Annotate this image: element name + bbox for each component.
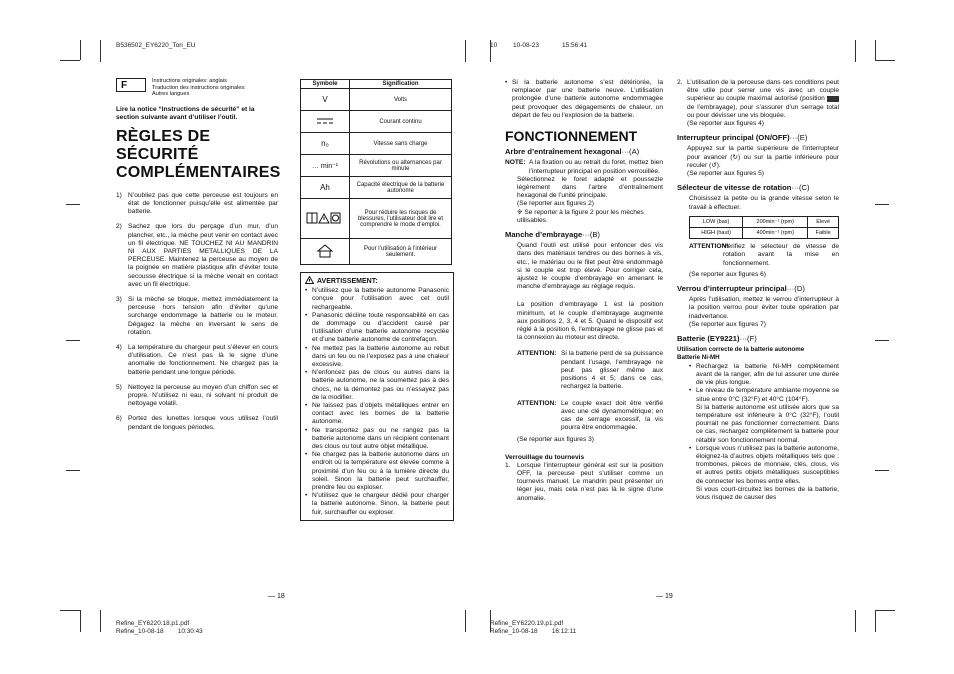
safety-rules-list	[116, 192, 278, 432]
page-title: RÈGLES DE SÉCURITÉ COMPLÉMENTAIRES	[116, 127, 281, 181]
speed-selector-heading: Sélecteur de vitesse de rotation···(C)	[677, 183, 810, 193]
warning-item: • N’utilisez que le chargeur dédié pour charger la batterie autonome. Sinon, la batterie peut fuir, surchauffer ou exploser.	[305, 492, 449, 516]
meaning-cell: Vitesse sans charge	[350, 133, 452, 155]
safety-rule: 1) N’oubliez pas que cette perceuse est toujours en état de fonctionner puisqu’elle est alimentée par batterie.	[116, 191, 278, 216]
safety-rule: 5) Nettoyez la perceuse au moyen d’un chiffon sec et propre. N’utilisez ni eau, ni solvant ni produit de nettoyage volatil.	[116, 383, 278, 408]
safety-rule: 3) Si la mèche se bloque, mettez immédiatement la perceuse hors tension afin d’éviter qu’une surcharge endommage la batterie ou le moteur. Dégagez la mèche en inversant le sens de rotation.	[116, 296, 278, 336]
speed-cell-mode: LOW (bas)	[690, 216, 743, 227]
footer-right: Refine_EY6220.19.p1.pdf Refine_10-08-18 16:12:11	[490, 620, 577, 635]
speed-row	[690, 216, 839, 227]
speed-cell-rpm: 400min⁻¹ (rpm)	[743, 228, 808, 239]
warning-item: • Ne transportez pas ou ne rangez pas la batterie autonome dans un récipient contenant des clous ou tout autre objet métallique.	[305, 426, 449, 451]
left-column-1	[116, 78, 281, 439]
meaning-cell: Courant continu	[350, 111, 452, 133]
page-number-left: — 18	[268, 593, 285, 600]
clutch-heading: Manche d’embrayage···(B)	[505, 230, 600, 240]
header-date: 10-08-23	[513, 42, 540, 49]
header-file: B536502_EY6220_Tori_EU	[116, 42, 196, 49]
warning-item: • N’enfoncez pas de clous ou autres dans la batterie autonome, ne la soumettez pas à des chocs, ne la démontez pas ou n’essayez pas de la modifier.	[305, 369, 449, 401]
indoor-use-icon	[301, 239, 350, 265]
meaning-cell: Capacité électrique de la batterie autonome	[350, 177, 452, 199]
speed-table	[689, 216, 839, 239]
symbol-cell: … min⁻¹	[301, 155, 350, 177]
header-time: 15:56:41	[562, 42, 588, 49]
hex-shaft-heading: Arbre d’entraînement hexagonal···(A)	[505, 147, 640, 157]
header-page: 10	[490, 42, 498, 49]
original-instructions-note: Instructions originales: anglais Traduction des instructions originales: Autres langues	[152, 78, 246, 98]
section-title: FONCTIONNEMENT	[505, 128, 638, 145]
switch-lock-heading: Verrou d’interrupteur principal···(D)	[677, 284, 805, 294]
symbol-table	[300, 79, 452, 265]
warning-item: • Ne mettez pas la batterie autonome au rebut dans un feu ou ne l’exposez pas à une chaleur excessive.	[305, 344, 449, 369]
warning-title: AVERTISSEMENT:	[317, 277, 378, 285]
speed-row	[690, 228, 839, 239]
warnings-list	[305, 287, 449, 517]
screwdriver-lock-heading: Verrouillage du tournevis	[505, 453, 585, 461]
right-column-2: 2. L’utilisation de la perceuse dans ces conditions peut être utile pour serrer une vis avec un couple supérieur au couple maximal autorisé (position de l’embrayage), pour s’assurer d’un serrage total ou pour dévisser une vis bloquée. (Se reporter aux figures 4) Interrupteur principal (ON/OFF)···(E) Appuyez sur la partie supérieure de l’interrupteur pour avancer (↻) ou sur la partie inférieure pour reculer (↺). (Se reporter aux figures 5) Sélecteur de vitesse de rotation···(C) Choisissez la petite ou la grande vitesse selon le travail à effectuer. LOW (bas) 200min⁻¹ (rpm) Elevé HIGH (haut) 400min⁻¹ (rpm) Faible ATTENTION! Vérifiez le sélecteur de vitesse de rotation avant la mise en fonctionnement. (Se reporter aux figures 6) Verrou d’interrupteur principal···(D) Après l’utilisation, mettez le verrou d’interrupteur à la position verrou pour éviter toute opération par inadvertance. (Se reporter aux figures 7) Batterie (EY9221)···(F) Utilisation correcte de la batterie autonome Batterie Ni-MH • Rechargez la batterie Ni-MH complètement avant de la ranger, afin de lui assurer une durée de vie plus longue. • Le niveau de température ambiante moyenne se situe entre 0°C (32°F) et 40°C (104°F). Si la batterie autonome est utilisée alors que sa température est inférieure à 0°C (32°F), l’outil pourrait ne pas fonctionner correctement. Dans ce cas, rechargez complètement la batterie pour rétablir son fonctionnement normal. • Lorsque vous n’utilisez pas la batterie autonome, éloignez-la d’autres objets métalliques tels que : trombones, pièces de monnaie, clés, clous, vis et autres petits objets métalliques susceptibles de connecter les bornes entre elles. Si vous court-circuitez les bornes de la batterie, vous risquez de causer des	[677, 79, 840, 501]
battery-replace-bullet: • Si la batterie autonome s’est détériorée, la remplacer par une batterie neuve. L’utilisation prolongée d’une batterie autonome endommagée peut provoquer des dégagements de chaleur, un départ de feu ou l’explosion de la batterie.	[505, 79, 663, 119]
warning-item: • Ne chargez pas la batterie autonome dans un endroit où la température est élevée comme à proximité d’un feu ou à la lumière directe du soleil. Sinon la batterie peut surchauffer, prendre feu ou exploser.	[305, 451, 449, 492]
forward-rotation-icon: ↻	[732, 153, 739, 161]
symbol-cell: V	[301, 89, 350, 111]
col-meaning: Signification	[350, 80, 452, 89]
warning-item: • Ne laissez pas d’objets métalliques entrer en contact avec les bornes de la batterie autonome.	[305, 402, 449, 426]
speed-cell-label: Faible	[808, 228, 839, 239]
footer-left: Refine_EY6220.18.p1.pdf Refine_10-08-18 10:30:43	[116, 620, 203, 635]
dc-symbol-icon	[301, 111, 350, 133]
speed-cell-rpm: 200min⁻¹ (rpm)	[743, 216, 808, 227]
meaning-cell: Pour réduire les risques de blessures, l’utilisateur doit lire et comprendre le mode d’emploi.	[350, 199, 452, 239]
drill-mode-icon	[827, 96, 839, 102]
meaning-cell: Révolutions ou alternances par minute	[350, 155, 452, 177]
symbol-cell: Ah	[301, 177, 350, 199]
warning-item: • Panasonic décline toute responsabilité en cas de dommage ou d’accident causé par l’utilisation d’une batterie autonome recyclée et d’une batterie autonome de contrefaçon.	[305, 311, 449, 344]
warning-triangle-icon	[305, 276, 314, 287]
speed-cell-label: Elevé	[808, 216, 839, 227]
page-number-right: — 19	[656, 593, 673, 600]
symbol-cell: n₀	[301, 133, 350, 155]
safety-rule: 6) Portez des lunettes lorsque vous utilisez l’outil pendant de longues périodes.	[116, 415, 278, 431]
battery-heading: Batterie (EY9221)···(F)	[677, 334, 757, 344]
right-column-1: • Si la batterie autonome s’est détériorée, la remplacer par une batterie neuve. L’utilisation prolongée d’une batterie autonome endommagée peut provoquer des dégagements de chaleur, un départ de feu ou l’explosion de la batterie. FONCTIONNEMENT Arbre d’entraînement hexagonal···(A) NOTE: A la fixation ou au retrait du foret, mettez bien l’interrupteur principal en position verrouillée. Sélectionnez le foret adapté et poussezle légèrement dans l’arbre d’entraînement hexagonal de l’unité principale. (Se reporter aux figures 2) ※ Se reporter à la figure 2 pour les mèches utilisables. Manche d’embrayage···(B) Quand l’outil est utilisé pour enfoncer des vis dans des matériaux tendres ou des bornes à vis, etc., le matériau ou le filet peut être endommagé si le couple est trop élevé. Pour corriger cela, ajustez le couple d’embrayage en amenant le manche d’embrayage au réglage requis. La position d’embrayage 1 est la position minimum, et le couple d’embrayage augmente aux positions 2, 3, 4 et 5. Quand le dispositif est réglé à la position 6, l’embrayage ne glisse pas et la connexion au moteur est directe. ATTENTION: Si la batterie perd de sa puissance pendant l’usage, l’embrayage ne peut pas glisser même aux positions 4 et 5; dans ce cas, rechargez la batterie. ATTENTION: Le couple exact doit être vérifié avec une clé dynamométrique; en cas de serrage excessif, la vis pourra être endommagée. (Se reporter aux figures 3) Verrouillage du tournevis 1. Lorsque l’interrupteur général est sur la position OFF, la perceuse peut s’utiliser comme un tournevis manuel. Le mandrin peut présenter un léger jeu, mais cela n’est pas là le signe d’une anomalie.	[505, 79, 663, 502]
warning-box	[300, 272, 454, 521]
read-instructions-note: Lire la notice “Instructions de sécurité” et la section suivante avant d’utiliser l’outil.	[116, 105, 255, 121]
warning-item: • N’utilisez que la batterie autonome Panasonic conçue pour l’utilisation avec cet outil rechargeable.	[305, 287, 449, 311]
col-symbol: Symbole	[301, 80, 350, 89]
symbol-table-wrap	[300, 79, 452, 521]
read-manual-icon	[301, 199, 350, 239]
meaning-cell: Volts	[350, 89, 452, 111]
safety-rule: 2) Sachez que lors du perçage d’un mur, d’un plancher, etc., la mèche peut venir en contact avec un fil électrique. NE TOUCHEZ NI AU MANDRIN NI AUX PARTIES METALLIQUES DE LA PERCEUSE. Maintenez la perceuse au moyen de la poignée en matière plastique afin d’éviter toute secousse électrique si la mèche venait en contact avec un fil électrique.	[116, 223, 278, 288]
main-switch-heading: Interrupteur principal (ON/OFF)···(E)	[677, 133, 808, 143]
language-badge: F	[116, 78, 146, 92]
safety-rule: 4) La température du chargeur peut s’élever en cours d’utilisation. Ce n’est pas là le signe d’une anomalie de fonctionnement. Ne chargez pas la batterie pendant une longue période.	[116, 344, 278, 376]
speed-cell-mode: HIGH (haut)	[690, 228, 743, 239]
reverse-rotation-icon: ↺	[711, 161, 717, 169]
meaning-cell: Pour l’utilisation à l’intérieur seulement.	[350, 239, 452, 265]
